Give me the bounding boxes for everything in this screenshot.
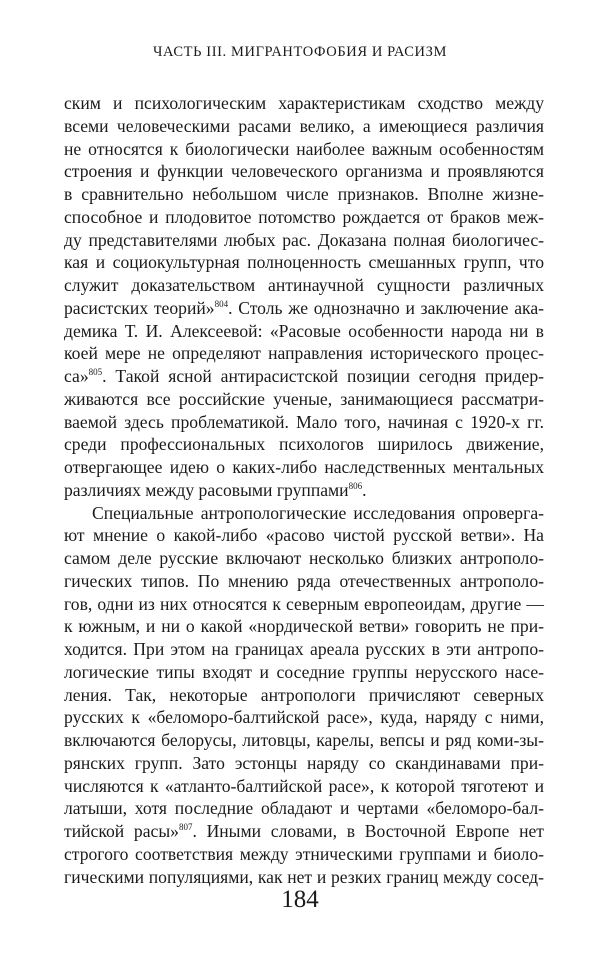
- text-line: [64, 547, 544, 570]
- text-line: [64, 411, 544, 434]
- text-line: [64, 365, 544, 388]
- text-line: [64, 615, 544, 638]
- line-text: гических типов. По мнению ряда отечественных антрополо-: [64, 570, 544, 591]
- text-line: [64, 570, 544, 593]
- text-line: [64, 638, 544, 661]
- body-text: [64, 92, 544, 888]
- line-text: гов, одни из них относятся к северным европеоидам, другие —: [64, 593, 544, 614]
- line-text: самом деле русские включают несколько близких антрополо-: [64, 548, 544, 568]
- text-line: [64, 684, 544, 707]
- line-text-after-note: . Такой ясной антирасистской позиции сегодня придер-: [102, 366, 544, 386]
- text-line: [64, 183, 544, 206]
- line-text: к южным, и ни о какой «нордической ветви» говорить не при-: [64, 616, 544, 637]
- text-line: [64, 706, 544, 729]
- text-line: [64, 274, 544, 297]
- text-line: [64, 388, 544, 411]
- text-line: [64, 502, 544, 525]
- line-text: ют мнение о какой-либо «расово чистой русской ветви». На: [64, 525, 544, 546]
- text-line: [64, 138, 544, 161]
- line-text: демика Т. И. Алексеевой: «Расовые особенности народа ни в: [64, 320, 544, 341]
- text-line: [64, 479, 544, 502]
- text-line: [64, 843, 544, 866]
- line-text: различиях между расовыми группами: [64, 479, 349, 500]
- text-line: [64, 433, 544, 456]
- footnote-ref[interactable]: 804: [214, 298, 229, 309]
- footnote-ref[interactable]: 806: [348, 480, 363, 491]
- footnote-ref[interactable]: 807: [178, 822, 193, 832]
- line-text: коей мере не определяют направления исторического процес-: [64, 343, 544, 364]
- text-line: [64, 524, 544, 547]
- text-line: [64, 661, 544, 684]
- paragraph-2: [64, 502, 544, 889]
- line-text: строения и функции человеческого организма и проявляются: [64, 161, 544, 182]
- line-text: живаются все российские ученые, занимающиеся рассматри-: [64, 388, 544, 409]
- line-text: не относятся к биологически наиболее важным особенностям: [64, 138, 544, 159]
- text-line: [64, 320, 544, 343]
- text-line: [64, 206, 544, 229]
- text-line: [64, 160, 544, 183]
- text-line: [64, 752, 544, 775]
- text-line: [64, 229, 544, 252]
- line-text: кая и социокультурная полноценность смешанных групп, что: [64, 252, 544, 273]
- line-text: строгого соответствия между этническими группами и биоло-: [64, 843, 544, 864]
- text-line: [64, 729, 544, 752]
- line-text: служит доказательством антинаучной сущности различных: [64, 275, 544, 295]
- line-text: ходится. При этом на границах ареала русских в эти антропо-: [64, 639, 544, 659]
- line-text: тийской расы»: [64, 821, 179, 841]
- line-text: числяются к «атланто-балтийской расе», к которой тяготеют и: [64, 775, 544, 796]
- text-line: [64, 115, 544, 138]
- text-line: [64, 866, 544, 889]
- line-text: среди профессиональных психологов ширилось движение,: [64, 434, 544, 455]
- line-text: гическими популяциями, как нет и резких границ между сосед-: [64, 866, 544, 887]
- page-number: 184: [281, 886, 319, 913]
- line-text: ским и психологическим характеристикам сходство между: [64, 93, 544, 113]
- line-text: са»: [64, 366, 89, 386]
- line-text: способное и плодовитое потомство рождается от браков меж-: [64, 206, 544, 227]
- line-text: ду представителями любых рас. Доказана полная биологичес-: [64, 229, 544, 250]
- line-text: отвергающее идею о каких-либо наследственных ментальных: [64, 457, 544, 477]
- line-text: ления. Так, некоторые антропологи причисляют северных: [64, 684, 544, 705]
- paragraph-1: [64, 92, 544, 502]
- line-text-after-note: . Иными словами, в Восточной Европе нет: [192, 821, 544, 841]
- line-text: расистских теорий»: [64, 297, 215, 318]
- text-line: [64, 251, 544, 274]
- line-text: рянских групп. Зато эстонцы наряду со скандинавами при-: [64, 752, 544, 773]
- line-text: логические типы входят и соседние группы нерусского насе-: [64, 661, 544, 682]
- line-text: Специальные антропологические исследования опроверга-: [92, 502, 544, 523]
- line-text: всеми человеческими расами велико, а имеющиеся различия: [64, 115, 544, 136]
- text-line: [64, 456, 544, 479]
- line-text: русских к «беломоро-балтийской расе», куда, наряду с ними,: [64, 707, 544, 728]
- text-line: [64, 342, 544, 365]
- line-text: включаются белорусы, литовцы, карелы, вепсы и ряд коми-зы-: [64, 730, 544, 750]
- text-line: [64, 775, 544, 798]
- text-line: [64, 593, 544, 616]
- text-line: [64, 797, 544, 820]
- text-line: [64, 92, 544, 115]
- line-text-after-note: . Столь же однозначно и заключение ака-: [228, 297, 544, 318]
- line-text-after-note: .: [362, 479, 367, 500]
- line-text: в сравнительно небольшом числе признаков. Вполне жизне-: [64, 184, 544, 204]
- text-line: [64, 820, 544, 843]
- line-text: ваемой здесь проблематикой. Мало того, начиная с 1920-х гг.: [64, 411, 544, 432]
- line-text: латыши, хотя последние обладают и чертами «беломоро-бал-: [64, 798, 544, 819]
- running-head: ЧАСТЬ III. МИГРАНТОФОБИЯ И РАСИЗМ: [153, 44, 447, 60]
- text-line: [64, 297, 544, 320]
- footnote-ref[interactable]: 805: [88, 367, 103, 377]
